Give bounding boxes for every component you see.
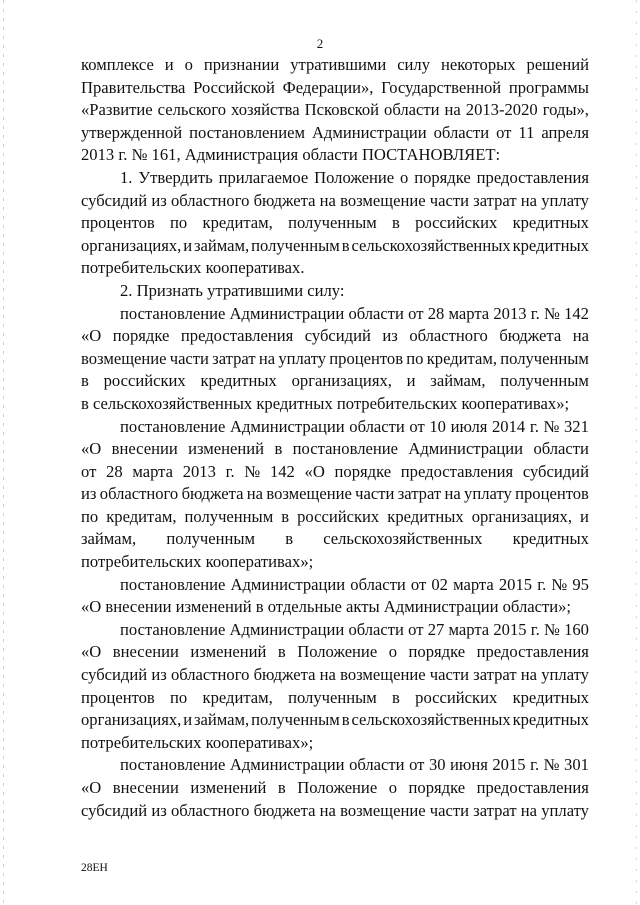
word: российских xyxy=(103,371,186,391)
word: от xyxy=(409,755,425,775)
word: г. xyxy=(537,574,547,594)
word: марта xyxy=(448,303,490,323)
word: 321 xyxy=(564,416,589,436)
word: возмещение xyxy=(340,665,426,685)
word: Положение xyxy=(297,642,378,662)
word: в xyxy=(277,642,286,662)
word: бюджета xyxy=(499,326,562,346)
word: возмещение xyxy=(81,348,167,368)
word: июля xyxy=(450,416,488,436)
word: утвержденной xyxy=(81,122,183,142)
text-line xyxy=(81,54,589,77)
word: Администрации xyxy=(229,416,345,436)
word: займам, xyxy=(81,529,137,549)
word: российских xyxy=(415,213,498,233)
word: признании xyxy=(203,55,280,74)
word: 2014 xyxy=(492,416,526,436)
word: от xyxy=(496,122,512,142)
word: из xyxy=(151,800,167,820)
word: займам, xyxy=(194,710,250,730)
word: внесении xyxy=(111,439,178,459)
word: субсидий xyxy=(522,461,589,481)
word: порядке xyxy=(334,461,392,481)
word: затрат xyxy=(473,800,517,820)
word: организациях, xyxy=(81,235,182,255)
word: марта xyxy=(453,574,494,594)
word: областного xyxy=(170,800,250,820)
word: 160 xyxy=(564,619,589,639)
word: Положение xyxy=(314,167,395,187)
word: Правительства xyxy=(81,77,186,97)
word: Администрации xyxy=(230,574,346,594)
word: № xyxy=(244,461,261,481)
word: сельскохозяйственных xyxy=(323,529,483,549)
word: от xyxy=(408,303,424,323)
word: процентов xyxy=(329,348,404,368)
word: изменений xyxy=(188,439,265,459)
word: «О xyxy=(304,461,325,481)
word: по xyxy=(81,506,99,526)
word: уплату xyxy=(541,665,589,685)
word: части xyxy=(429,665,469,685)
word: области xyxy=(348,619,404,639)
text-line xyxy=(81,438,589,461)
text-line xyxy=(81,235,589,258)
word: г. xyxy=(225,461,235,481)
word: Администрации xyxy=(229,755,345,775)
word: в xyxy=(341,235,350,255)
word: области xyxy=(533,439,589,459)
word: Администрации xyxy=(408,439,524,459)
word: хозяйства xyxy=(231,100,300,120)
word: субсидий xyxy=(81,665,148,685)
word: займам, xyxy=(430,371,486,391)
word: на xyxy=(246,484,264,504)
word: 02 xyxy=(431,574,448,594)
word: в xyxy=(281,506,290,526)
word: уплату xyxy=(541,800,589,820)
text-line xyxy=(81,687,589,710)
word: № xyxy=(543,755,560,775)
word: субсидий xyxy=(304,326,371,346)
word: кредитных xyxy=(512,710,589,730)
word: в xyxy=(285,529,294,549)
word: на xyxy=(319,665,336,685)
text-line xyxy=(81,777,589,800)
word: Положение xyxy=(297,778,378,797)
word: части xyxy=(429,800,469,820)
footer-code: 28EH xyxy=(81,862,108,874)
text-line xyxy=(81,190,589,213)
word: постановление xyxy=(120,574,226,594)
text-line xyxy=(81,348,589,371)
text-line xyxy=(81,416,589,439)
word: кредитных xyxy=(512,529,589,549)
word: кредитам, xyxy=(202,687,273,707)
word: постановление xyxy=(120,416,226,436)
word: № xyxy=(544,303,560,323)
text-line xyxy=(81,122,589,145)
word: и xyxy=(183,710,193,730)
word: сельского xyxy=(157,100,227,120)
word: затрат xyxy=(212,348,256,368)
text-line: потребительских кооперативах»; xyxy=(81,732,314,752)
word: из xyxy=(382,326,398,346)
text-line xyxy=(81,574,589,597)
text-line xyxy=(81,99,589,122)
word: постановление xyxy=(120,755,226,775)
word: постановлением xyxy=(189,122,305,142)
word: в xyxy=(341,710,350,730)
text-line: потребительских кооперативах. xyxy=(81,258,305,278)
word: постановление xyxy=(292,439,398,459)
word: 10 xyxy=(429,416,446,436)
word: на xyxy=(520,190,538,210)
word: 2013-2020 xyxy=(465,100,538,120)
word: 11 xyxy=(518,122,535,142)
word: годы», xyxy=(542,100,589,120)
word: бюджета xyxy=(253,190,316,210)
word: Федерации», xyxy=(282,77,374,97)
word: 30 xyxy=(428,755,446,775)
word: полученным xyxy=(184,506,274,526)
text-line xyxy=(81,167,589,190)
word: Государственной xyxy=(381,77,502,97)
word: полученным xyxy=(251,710,340,730)
word: 95 xyxy=(572,574,589,594)
word: полученным xyxy=(500,371,589,391)
word: процентов xyxy=(515,484,589,504)
text-line: 2. Признать утратившими силу: xyxy=(120,280,345,300)
text-line xyxy=(81,709,589,732)
word: полученным xyxy=(288,213,377,233)
word: организациях, xyxy=(471,506,572,526)
word: Администрации xyxy=(229,303,345,323)
word: марта xyxy=(448,619,490,639)
text-line xyxy=(81,506,589,529)
word: уплату xyxy=(464,484,512,504)
word: субсидий xyxy=(81,190,148,210)
text-line xyxy=(81,212,589,235)
word: кредитам, xyxy=(106,506,177,526)
text-line xyxy=(81,303,589,326)
word: 2015 xyxy=(493,619,527,639)
word: на xyxy=(319,800,336,820)
text-line xyxy=(81,664,589,687)
word: предоставления xyxy=(476,167,589,187)
word: № xyxy=(544,619,560,639)
scan-edge-right xyxy=(636,0,637,905)
word: № xyxy=(543,416,560,436)
word: изменений xyxy=(190,642,267,662)
word: области xyxy=(384,100,440,120)
word: изменений xyxy=(190,778,267,797)
word: 28 xyxy=(427,303,445,323)
word: апреля xyxy=(541,122,589,142)
word: области xyxy=(433,122,490,142)
word: силу xyxy=(397,55,431,74)
word: о xyxy=(388,778,397,797)
word: российских xyxy=(297,506,380,526)
word: в xyxy=(274,439,283,459)
word: 27 xyxy=(427,619,445,639)
word: марта xyxy=(132,461,173,481)
text-line xyxy=(81,483,589,506)
word: порядке xyxy=(112,326,170,346)
word: по xyxy=(406,348,424,368)
word: части xyxy=(355,484,395,504)
word: бюджета xyxy=(181,484,244,504)
word: внесении xyxy=(112,642,179,662)
word: в xyxy=(392,213,400,233)
word: кредитных xyxy=(512,235,589,255)
word: г. xyxy=(530,619,540,639)
word: затрат xyxy=(473,190,517,210)
word: «О xyxy=(81,642,102,662)
word: порядке xyxy=(414,167,471,187)
word: на xyxy=(444,484,461,504)
word: части xyxy=(169,348,209,368)
word: 142 xyxy=(564,303,589,323)
word: «Развитие xyxy=(81,100,153,120)
word: области xyxy=(348,303,404,323)
word: 2015 xyxy=(498,574,533,594)
text-line xyxy=(81,77,589,100)
word: организациях, xyxy=(291,371,392,391)
word: прилагаемое xyxy=(218,167,309,187)
word: № xyxy=(551,574,568,594)
word: и xyxy=(183,235,193,255)
word: области xyxy=(349,755,405,775)
word: о xyxy=(184,55,193,74)
word: из xyxy=(151,190,167,210)
word: предоставления xyxy=(180,326,294,346)
word: процентов xyxy=(81,687,155,707)
word: из xyxy=(81,484,97,504)
document-body xyxy=(81,54,589,822)
word: от xyxy=(81,461,97,481)
word: кредитных xyxy=(387,506,464,526)
text-line: потребительских кооперативах»; xyxy=(81,552,314,572)
word: кредитам, xyxy=(202,213,273,233)
word: бюджета xyxy=(253,800,316,820)
text-line xyxy=(81,528,589,551)
word: на xyxy=(572,326,589,346)
word: по xyxy=(170,213,188,233)
word: возмещение xyxy=(340,800,426,820)
text-line xyxy=(81,754,589,777)
word: организациях, xyxy=(81,710,182,730)
word: предоставления xyxy=(476,642,589,662)
word: кредитных xyxy=(512,213,589,233)
word: и xyxy=(406,371,416,391)
word: порядке xyxy=(408,778,466,797)
word: областного xyxy=(99,484,179,504)
word: затрат xyxy=(397,484,442,504)
word: о xyxy=(399,167,409,187)
word: кредитных xyxy=(512,687,589,707)
word: полученным xyxy=(288,687,377,707)
text-line xyxy=(81,800,589,823)
word: в xyxy=(392,687,400,707)
text-line xyxy=(81,619,589,642)
word: кредитам, xyxy=(426,348,498,368)
word: бюджета xyxy=(253,665,316,685)
word: Администрации xyxy=(311,122,427,142)
word: комплексе xyxy=(81,55,154,74)
text-line: в сельскохозяйственных кредитных потребительских кооперативах»; xyxy=(81,393,570,413)
word: от xyxy=(408,619,424,639)
text-line: «О внесении изменений в отдельные акты Администрации области»; xyxy=(81,597,572,617)
word: областного xyxy=(409,326,488,346)
word: Утвердить xyxy=(138,167,213,187)
word: области xyxy=(350,574,406,594)
word: части xyxy=(429,190,469,210)
word: июня xyxy=(450,755,488,775)
word: программы xyxy=(508,77,589,97)
word: области xyxy=(349,416,405,436)
word: постановление xyxy=(120,303,226,323)
word: в xyxy=(277,778,286,797)
word: сельскохозяйственных xyxy=(351,235,511,255)
word: по xyxy=(170,687,188,707)
word: Российской xyxy=(193,77,275,97)
text-line xyxy=(81,370,589,393)
scan-edge-left xyxy=(3,0,4,905)
word: 1. xyxy=(120,167,133,187)
word: уплату xyxy=(541,190,589,210)
word: Псковской xyxy=(304,100,380,120)
word: займам, xyxy=(194,235,250,255)
word: г. xyxy=(529,416,539,436)
word: сельскохозяйственных xyxy=(351,710,511,730)
word: порядке xyxy=(408,642,466,662)
word: на xyxy=(520,800,538,820)
word: на xyxy=(444,100,461,120)
word: 28 xyxy=(106,461,123,481)
word: субсидий xyxy=(81,800,148,820)
word: внесении xyxy=(112,778,179,797)
word: от xyxy=(410,574,427,594)
word: 142 xyxy=(269,461,295,481)
word: г. xyxy=(530,303,540,323)
word: на xyxy=(520,665,538,685)
word: затрат xyxy=(473,665,517,685)
word: 2013 xyxy=(182,461,216,481)
text-line xyxy=(81,641,589,664)
word: российских xyxy=(415,687,498,707)
word: кредитных xyxy=(200,371,277,391)
word: полученным xyxy=(500,348,589,368)
word: Администрации xyxy=(229,619,345,639)
word: «О xyxy=(81,326,102,346)
word: от xyxy=(409,416,425,436)
word: процентов xyxy=(81,213,155,233)
word: уплату xyxy=(278,348,327,368)
word: полученным xyxy=(251,235,340,255)
word: предоставления xyxy=(476,778,589,797)
text-line: 2013 г. № 161, Администрация области ПОСТАНОВЛЯЕТ: xyxy=(81,145,501,165)
word: решений xyxy=(526,55,589,74)
word: некоторых xyxy=(440,55,516,74)
word: возмещение xyxy=(266,484,352,504)
word: 2015 xyxy=(492,755,526,775)
word: «О xyxy=(81,439,102,459)
page-number: 2 xyxy=(316,36,324,51)
word: и xyxy=(580,506,589,526)
word: предоставления xyxy=(400,461,514,481)
word: в xyxy=(81,371,89,391)
word: 2013 xyxy=(493,303,527,323)
word: постановление xyxy=(120,619,226,639)
word: на xyxy=(258,348,276,368)
word: на xyxy=(319,190,336,210)
word: областного xyxy=(170,665,250,685)
text-line xyxy=(81,461,589,484)
text-line xyxy=(81,325,589,348)
word: из xyxy=(151,665,167,685)
word: утратившими xyxy=(290,55,387,74)
word: 301 xyxy=(564,755,589,775)
word: и xyxy=(164,55,174,74)
word: областного xyxy=(170,190,250,210)
word: г. xyxy=(530,755,540,775)
word: «О xyxy=(81,778,102,797)
word: о xyxy=(388,642,397,662)
word: возмещение xyxy=(340,190,426,210)
word: полученным xyxy=(166,529,256,549)
